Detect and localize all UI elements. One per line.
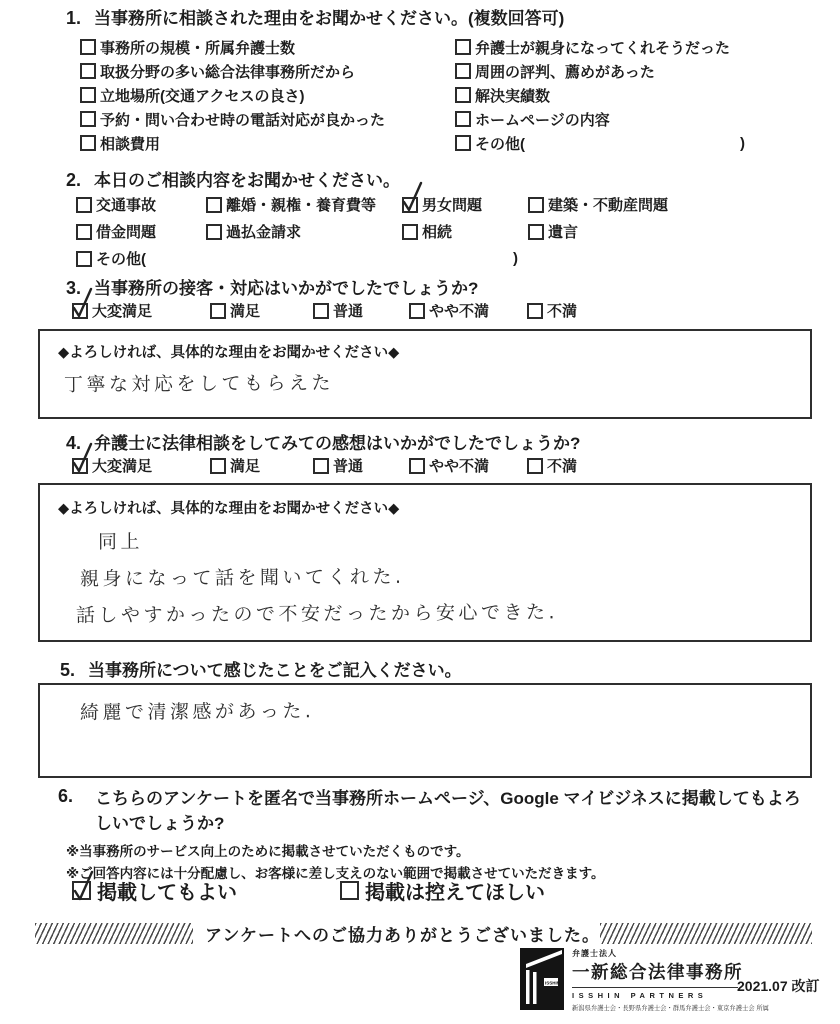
checkbox[interactable] bbox=[455, 111, 471, 127]
q2-option-gender-issues[interactable] bbox=[402, 194, 482, 215]
q1-option-phone-response[interactable] bbox=[80, 107, 385, 131]
q1-right-column bbox=[455, 35, 745, 155]
q1-option-practice-areas[interactable] bbox=[80, 59, 385, 83]
checkbox[interactable] bbox=[72, 458, 88, 474]
q6-title: こちらのアンケートを匿名で当事務所ホームページ、Google マイビジネスに掲載してもよろしいでしょうか? bbox=[95, 789, 801, 833]
q1-option-other[interactable] bbox=[455, 131, 745, 155]
q5-title: 当事務所について感じたことをご記入ください。 bbox=[88, 661, 462, 680]
option-label: 男女問題 bbox=[422, 197, 483, 214]
option-label: 普通 bbox=[333, 303, 364, 320]
q2-option-traffic-accident[interactable] bbox=[76, 194, 156, 215]
q4-comment-prompt: ◆よろしければ、具体的な理由をお聞かせください◆ bbox=[58, 501, 400, 517]
q4-option-neutral[interactable] bbox=[313, 455, 363, 476]
checkbox[interactable] bbox=[409, 458, 425, 474]
option-label: 交通事故 bbox=[96, 197, 157, 214]
option-label: その他( bbox=[475, 135, 525, 153]
option-label: ホームページの内容 bbox=[475, 111, 610, 129]
checkbox[interactable] bbox=[80, 39, 96, 55]
option-label: 取扱分野の多い総合法律事務所だから bbox=[100, 63, 356, 81]
q4-handwritten-line-3: 話しやすかったので不安だったから安心できた. bbox=[75, 601, 559, 627]
q2-option-real-estate[interactable] bbox=[528, 194, 668, 215]
checkbox[interactable] bbox=[313, 303, 329, 319]
checkbox[interactable] bbox=[528, 224, 544, 240]
firm-name-en: ISSHIN PARTNERS bbox=[572, 991, 708, 1000]
checkbox[interactable] bbox=[206, 197, 222, 213]
option-label: 建築・不動産問題 bbox=[548, 197, 669, 214]
checkbox[interactable] bbox=[206, 224, 222, 240]
q4-option-satisfied[interactable] bbox=[210, 455, 260, 476]
q1-option-track-record[interactable] bbox=[455, 83, 745, 107]
q3-number: 3. bbox=[66, 278, 82, 298]
checkbox[interactable] bbox=[402, 224, 418, 240]
option-label: 掲載してもよい bbox=[97, 882, 237, 904]
q6-note-2: ※ご回答内容には十分配慮し、お客様に差し支えのない範囲で掲載させていただきます。 bbox=[66, 866, 605, 881]
option-label: 掲載は控えてほしい bbox=[365, 882, 545, 904]
checkbox[interactable] bbox=[527, 458, 543, 474]
option-label: やや不満 bbox=[429, 458, 490, 475]
checkbox[interactable] bbox=[210, 303, 226, 319]
firm-corp-type: 弁護士法人 bbox=[572, 949, 617, 958]
q1-number: 1. bbox=[66, 8, 82, 28]
check-icon bbox=[71, 869, 95, 905]
q3-option-somewhat-dissatisfied[interactable] bbox=[409, 300, 489, 321]
checkbox[interactable] bbox=[527, 303, 543, 319]
option-label: 相続 bbox=[422, 224, 453, 241]
option-label: 事務所の規模・所属弁護士数 bbox=[100, 39, 296, 57]
q1-header bbox=[66, 4, 564, 29]
q3-option-neutral[interactable] bbox=[313, 300, 363, 321]
q4-title: 弁護士に法律相談をしてみての感想はいかがでしたでしょうか? bbox=[94, 434, 581, 453]
q2-option-debt[interactable] bbox=[76, 221, 156, 242]
firm-name: 一新総合法律事務所 bbox=[572, 959, 738, 988]
option-label: 満足 bbox=[230, 303, 261, 320]
q5-comment-box[interactable] bbox=[38, 683, 812, 778]
q3-option-very-satisfied[interactable] bbox=[72, 300, 152, 321]
firm-logo-icon bbox=[520, 948, 564, 1010]
checkbox[interactable] bbox=[80, 87, 96, 103]
q3-option-satisfied[interactable] bbox=[210, 300, 260, 321]
option-label: 弁護士が親身になってくれそうだった bbox=[475, 39, 731, 57]
checkbox[interactable] bbox=[455, 87, 471, 103]
option-label: 不満 bbox=[547, 303, 578, 320]
q2-title: 本日のご相談内容をお聞かせください。 bbox=[94, 171, 401, 190]
checkbox[interactable] bbox=[409, 303, 425, 319]
q4-option-dissatisfied[interactable] bbox=[527, 455, 577, 476]
checkbox[interactable] bbox=[210, 458, 226, 474]
q4-header bbox=[66, 429, 580, 454]
checkbox[interactable] bbox=[80, 111, 96, 127]
option-label: 解決実績数 bbox=[475, 87, 551, 105]
option-label: 周囲の評判、薦めがあった bbox=[475, 63, 655, 81]
firm-affiliation: 新潟県弁護士会・長野県弁護士会・群馬弁護士会・東京弁護士会 所属 bbox=[572, 1005, 769, 1012]
q4-option-very-satisfied[interactable] bbox=[72, 455, 152, 476]
option-label: 普通 bbox=[333, 458, 364, 475]
checkbox[interactable] bbox=[80, 63, 96, 79]
checkbox[interactable] bbox=[313, 458, 329, 474]
q3-option-dissatisfied[interactable] bbox=[527, 300, 577, 321]
q6-option-allow-posting[interactable] bbox=[72, 876, 237, 905]
q5-number: 5. bbox=[60, 660, 76, 680]
option-label: 借金問題 bbox=[96, 224, 157, 241]
q4-number: 4. bbox=[66, 433, 82, 453]
q6-number-wrap bbox=[58, 786, 86, 807]
option-label: 相談費用 bbox=[100, 135, 161, 153]
q4-comment-box[interactable] bbox=[38, 483, 812, 642]
q5-handwritten-answer: 綺麗で清潔感があった. bbox=[79, 700, 315, 724]
checkbox[interactable] bbox=[455, 135, 471, 151]
check-icon bbox=[70, 286, 94, 322]
option-label: その他( bbox=[96, 251, 146, 268]
q2-option-will[interactable] bbox=[528, 221, 578, 242]
q1-option-reputation[interactable] bbox=[455, 59, 745, 83]
checkbox[interactable] bbox=[528, 197, 544, 213]
revision-label: 2021.07 改訂 bbox=[737, 978, 820, 994]
other-close-paren: ) bbox=[513, 250, 518, 267]
check-icon bbox=[70, 441, 94, 477]
q5-header bbox=[60, 656, 462, 681]
q3-title: 当事務所の接客・対応はいかがでしたでしょうか? bbox=[94, 279, 479, 298]
q6-number: 6. bbox=[58, 786, 74, 806]
option-label: やや不満 bbox=[429, 303, 490, 320]
thanks-message: アンケートへのご協力ありがとうございました。 bbox=[205, 926, 600, 945]
checkbox[interactable] bbox=[455, 63, 471, 79]
q2-option-divorce[interactable] bbox=[206, 194, 376, 215]
q1-option-consultation-fee[interactable] bbox=[80, 131, 385, 155]
q3-handwritten-answer: 丁寧な対応をしてもらえた bbox=[63, 372, 335, 396]
checkbox[interactable] bbox=[340, 881, 359, 900]
q1-left-column bbox=[80, 35, 385, 155]
footer bbox=[0, 918, 840, 1024]
hatch-stripe-left bbox=[35, 923, 193, 944]
q3-comment-prompt: ◆よろしければ、具体的な理由をお聞かせください◆ bbox=[58, 345, 400, 361]
q2-option-overpayment[interactable] bbox=[206, 221, 301, 242]
checkbox[interactable] bbox=[455, 39, 471, 55]
q3-comment-box[interactable] bbox=[38, 329, 812, 419]
option-label: 離婚・親権・養育費等 bbox=[226, 197, 377, 214]
check-icon bbox=[400, 180, 424, 216]
q4-handwritten-line-1: 同上 bbox=[97, 530, 144, 554]
checkbox[interactable] bbox=[76, 251, 92, 267]
other-close-paren: ) bbox=[740, 134, 745, 152]
svg-text:ISSHIN: ISSHIN bbox=[545, 980, 561, 986]
option-label: 立地場所(交通アクセスの良さ) bbox=[100, 87, 305, 105]
q1-option-office-size[interactable] bbox=[80, 35, 385, 59]
option-label: 満足 bbox=[230, 458, 261, 475]
q6-option-decline-posting[interactable] bbox=[340, 876, 545, 905]
option-label: 大変満足 bbox=[92, 303, 153, 320]
q1-option-location[interactable] bbox=[80, 83, 385, 107]
firm-logo-text bbox=[572, 948, 769, 1012]
q2-number: 2. bbox=[66, 170, 82, 190]
checkbox[interactable] bbox=[76, 197, 92, 213]
q6-note-1: ※当事務所のサービス向上のために掲載させていただくものです。 bbox=[66, 844, 470, 859]
q1-title: 当事務所に相談された理由をお聞かせください。(複数回答可) bbox=[94, 9, 565, 28]
q4-option-somewhat-dissatisfied[interactable] bbox=[409, 455, 489, 476]
q2-option-inheritance[interactable] bbox=[402, 221, 452, 242]
hatch-stripe-right bbox=[600, 923, 812, 944]
q1-option-website[interactable] bbox=[455, 107, 745, 131]
option-label: 予約・問い合わせ時の電話対応が良かった bbox=[100, 111, 386, 129]
option-label: 過払金請求 bbox=[226, 224, 302, 241]
checkbox[interactable] bbox=[402, 197, 418, 213]
option-label: 遺言 bbox=[548, 224, 579, 241]
checkbox[interactable] bbox=[72, 303, 88, 319]
checkbox[interactable] bbox=[72, 881, 91, 900]
q4-handwritten-line-2: 親身になって話を聞いてくれた. bbox=[79, 565, 405, 591]
checkbox[interactable] bbox=[80, 135, 96, 151]
q3-header bbox=[66, 274, 478, 299]
checkbox[interactable] bbox=[76, 224, 92, 240]
q2-option-other[interactable] bbox=[76, 248, 518, 269]
q2-header bbox=[66, 166, 400, 191]
q1-option-kind-lawyer[interactable] bbox=[455, 35, 745, 59]
option-label: 不満 bbox=[547, 458, 578, 475]
option-label: 大変満足 bbox=[92, 458, 153, 475]
